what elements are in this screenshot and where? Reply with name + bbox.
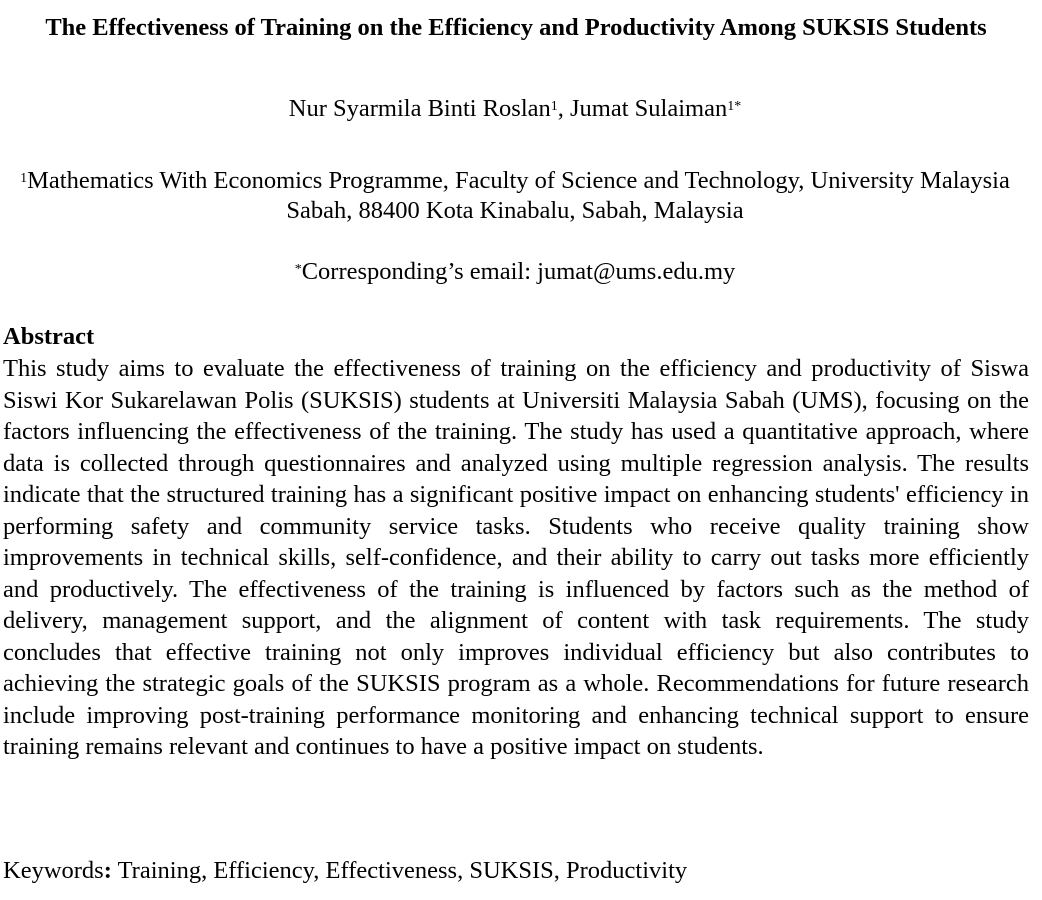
author-separator: , [557,95,571,122]
corresponding-email-text: Corresponding’s email: jumat@ums.edu.my [301,258,736,285]
author-line [0,94,1030,124]
affiliation [6,166,1024,226]
affiliation-text: Mathematics With Economics Programme, Faculty of Science and Technology, University Malaysia Sabah, 88400 Kota Kinabalu, Sabah, Malaysia [27,167,1010,224]
paper-title: The Effectiveness of Training on the Efficiency and Productivity Among SUKSIS Students [45,14,987,41]
keywords-colon: : [103,857,112,884]
author-marker-1: 1 [550,99,558,114]
corresponding-email [0,257,1030,287]
corresponding-marker: * [294,262,302,277]
keywords-label: Keywords [3,857,104,884]
author-name-2: Jumat Sulaiman [570,95,728,122]
affiliation-marker: 1 [20,171,28,186]
keywords-line [3,856,1029,886]
keywords-list: Training, Efficiency, Effectiveness, SUKSIS, Productivity [111,857,688,884]
abstract-body: This study aims to evaluate the effectiveness of training on the efficiency and productivity of Siswa Siswi Kor Sukarelawan Polis (SUKSIS) students at Universiti Malaysia Sabah (UMS), focusing on the factors influencing the effectiveness of the training. The study has used a quantitative approach, where data is collected through questionnaires and analyzed using multiple regression analysis. The results indicate that the structured training has a significant positive impact on enhancing students' efficiency in performing safety and community service tasks. Students who receive quality training show improvements in technical skills, self-confidence, and their ability to carry out tasks more efficiently and productively. The effectiveness of the training is influenced by factors such as the method of delivery, management support, and the alignment of content with task requirements. The study concludes that effective training not only improves individual efficiency but also contributes to achieving the strategic goals of the SUKSIS program as a whole. Recommendations for future research include improving post-training performance monitoring and enhancing technical support to ensure training remains relevant and continues to have a positive impact on students. [3,355,1029,760]
abstract-heading: Abstract [3,323,95,350]
author-name-1: Nur Syarmila Binti Roslan [288,95,551,122]
author-marker-2: 1* [727,99,742,114]
